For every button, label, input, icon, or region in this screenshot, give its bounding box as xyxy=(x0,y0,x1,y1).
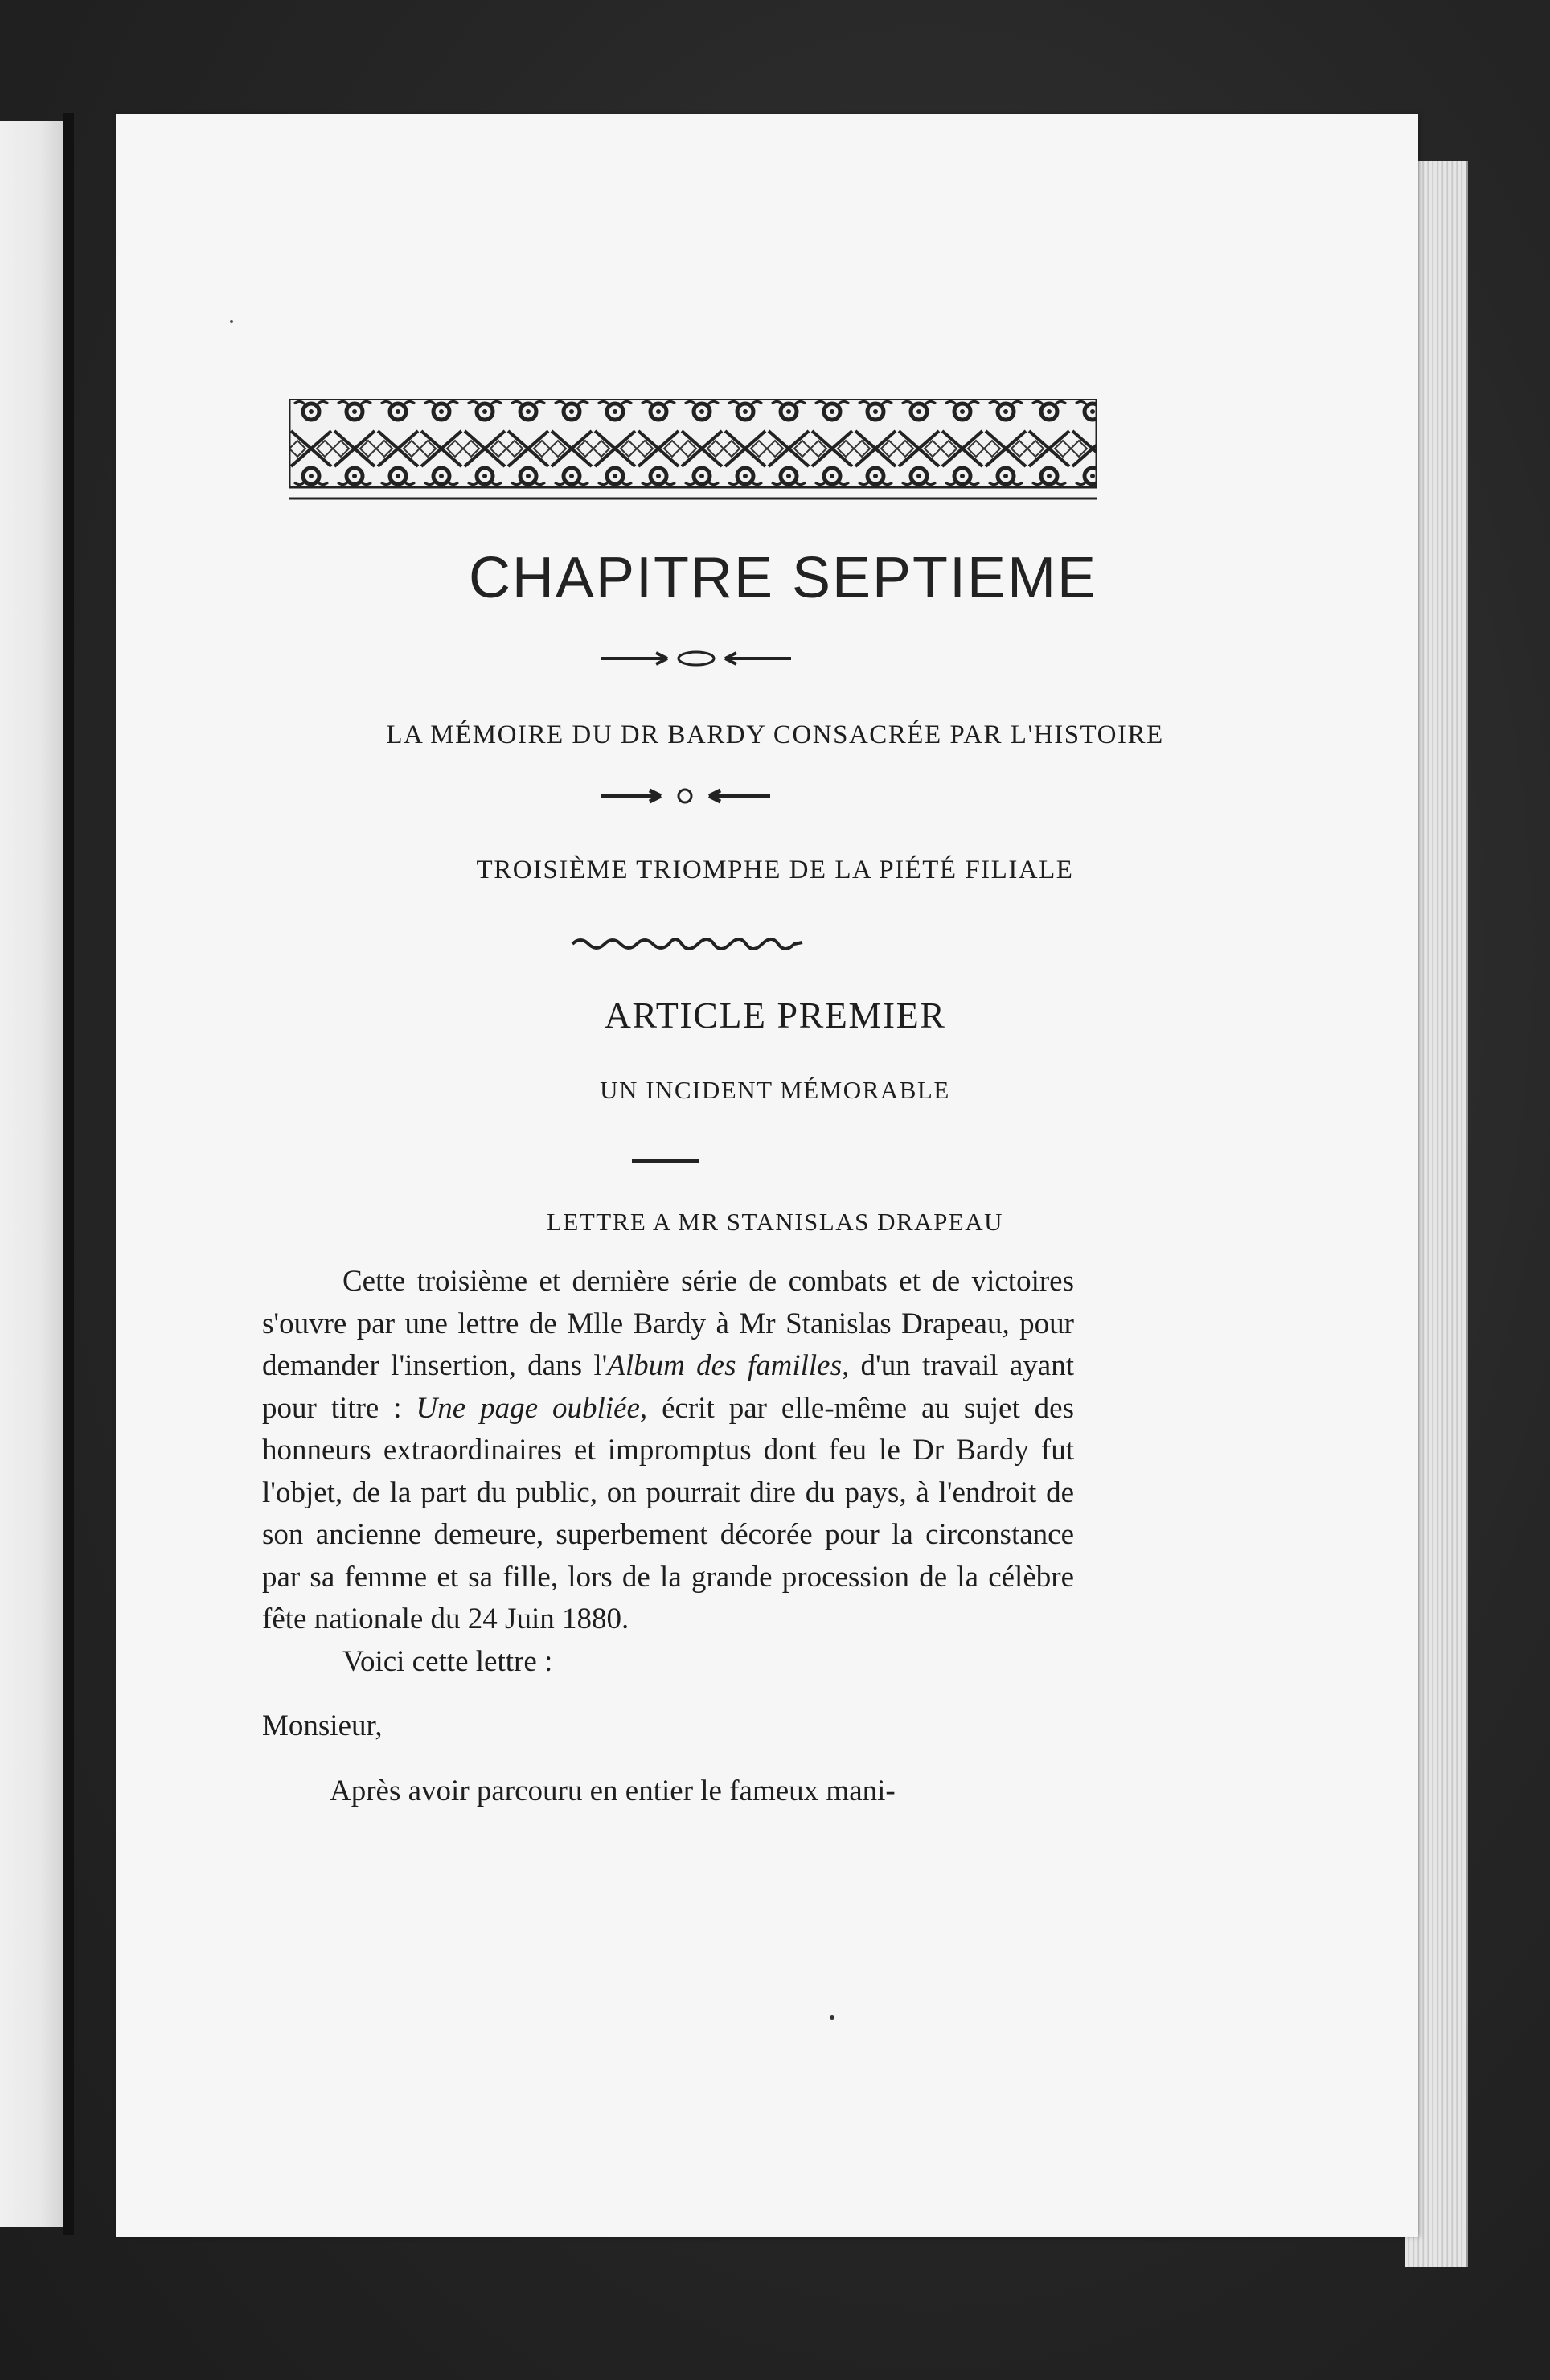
left-page-edge xyxy=(0,121,68,2227)
chapter-subtitle-2: TROISIÈME TRIOMPHE DE LA PIÉTÉ FILIALE xyxy=(476,856,1074,884)
short-rule xyxy=(632,1159,699,1163)
salutation: Monsieur, xyxy=(262,1709,383,1742)
article-heading: ARTICLE PREMIER xyxy=(604,995,946,1036)
ornamental-header-band xyxy=(289,399,1097,507)
italic-title-album: Album des familles, xyxy=(607,1349,850,1382)
paragraph-voici: Voici cette lettre : xyxy=(342,1644,553,1678)
paragraph-intro-text-2: d'un travail ayant pour titre : xyxy=(262,1349,1074,1425)
book-gutter xyxy=(63,113,74,2235)
chapter-title: CHAPITRE SEPTIEME xyxy=(468,546,1098,610)
paragraph-intro-text-1: Cette troisième et dernière série de combats et de victoires s'ouvre par une lettre de Mlle Bardy à Mr Stanislas Drapeau, pour demander l'insertion, dans l' xyxy=(262,1265,1074,1382)
paragraph-intro xyxy=(262,1261,1074,1641)
article-subheading: UN INCIDENT MÉMORABLE xyxy=(600,1076,950,1104)
paragraph-intro-text-3: écrit par elle-même au sujet des honneurs extraordinaires et impromptus dont feu le Dr Bardy fut l'objet, de la part du public, on pourrait dire du pays, à l'endroit de son ancienne demeure, superbement décorée pour la circonstance par sa femme et sa fille, lors de la grande procession de la célèbre fête nationale du 24 Juin 1880. xyxy=(262,1391,1074,1635)
chapter-subtitle: LA MÉMOIRE DU DR BARDY CONSACRÉE PAR L'HISTOIRE xyxy=(386,720,1164,749)
dust-speck xyxy=(230,320,233,323)
body-text xyxy=(262,1261,1074,1812)
flourish-divider-2 xyxy=(600,786,772,806)
dust-speck xyxy=(830,2015,834,2020)
paragraph-letter-start: Après avoir parcouru en entier le fameux mani- xyxy=(330,1774,896,1808)
letter-heading: LETTRE A MR STANISLAS DRAPEAU xyxy=(546,1208,1004,1236)
wave-flourish-divider xyxy=(571,929,804,955)
italic-title-page: Une page oubliée, xyxy=(416,1391,648,1425)
flourish-divider-1 xyxy=(600,648,793,669)
